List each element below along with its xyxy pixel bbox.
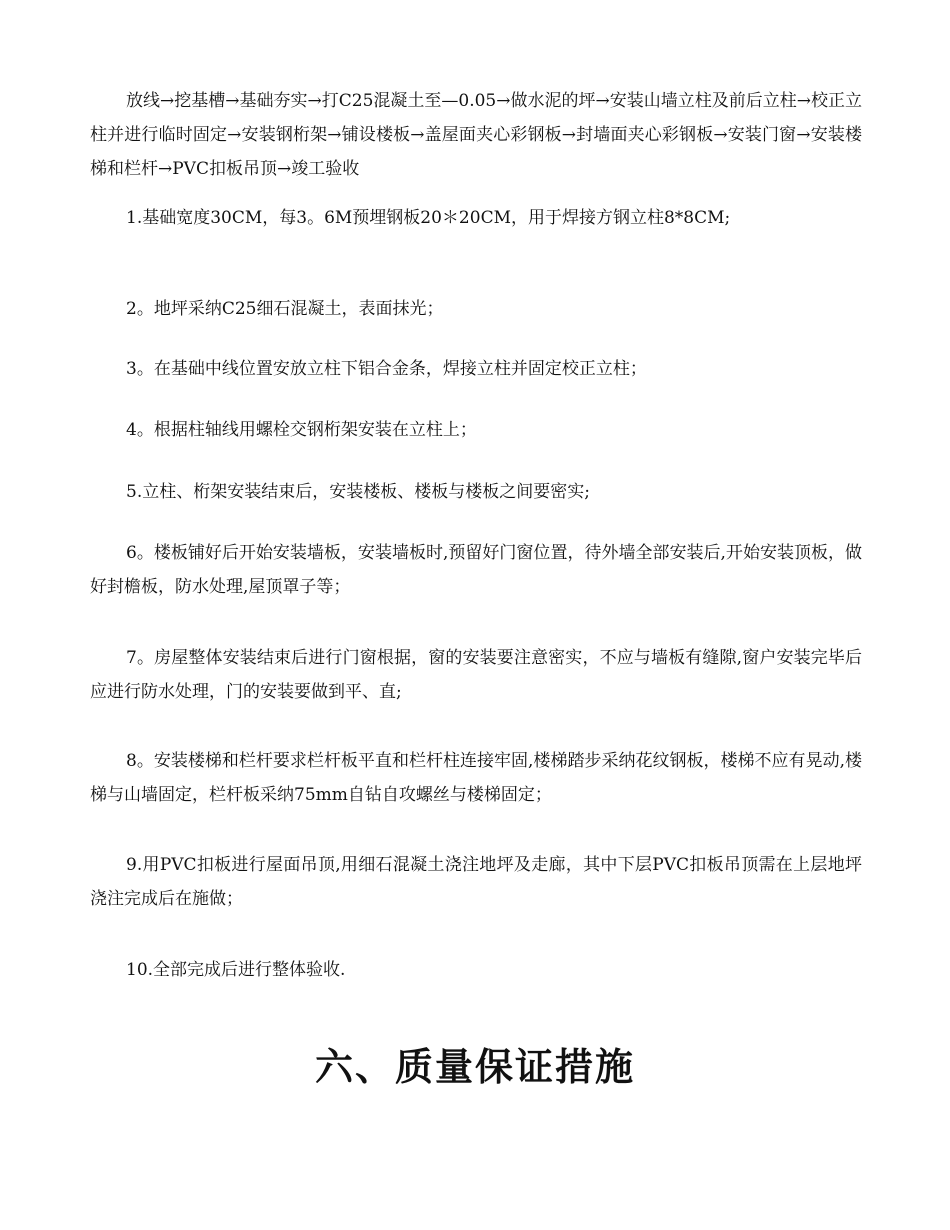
step-4-truss: 4。根据柱轴线用螺栓交钢桁架安装在立柱上； <box>126 420 477 440</box>
step-6-wall-panels: 6。楼板铺好后开始安装墙板，安装墙板时,预留好门窗位置，待外墙全部安装后,开始安装顶板，做好封檐板，防水处理,屋顶罩子等； <box>90 543 862 597</box>
step-8-stairs-railings: 8。安装楼梯和栏杆要求栏杆板平直和栏杆柱连接牢固,楼梯踏步采纳花纹钢板，楼梯不应有晃动,楼梯与山墙固定，栏杆板采纳75mm自钻自攻螺丝与楼梯固定； <box>90 751 862 805</box>
step-9-ceiling: 9.用PVC扣板进行屋面吊顶,用细石混凝土浇注地坪及走廊，其中下层PVC扣板吊顶需在上层地坪浇注完成后在施做； <box>90 855 862 909</box>
step-2-floor: 2。地坪采纳C25细石混凝土，表面抹光； <box>126 299 444 319</box>
step-10-acceptance: 10.全部完成后进行整体验收. <box>126 960 346 980</box>
section-heading: 六、质量保证措施 <box>314 1044 635 1089</box>
step-7-doors-windows: 7。房屋整体安装结束后进行门窗根据，窗的安装要注意密实，不应与墙板有缝隙,窗户安装完毕后应进行防水处理，门的安装要做到平、直; <box>90 648 862 702</box>
step-3-columns: 3。在基础中线位置安放立柱下铝合金条，焊接立柱并固定校正立柱； <box>126 359 647 379</box>
step-5-floor-slab: 5.立柱、桁架安装结束后，安装楼板、楼板与楼板之间要密实; <box>126 482 590 502</box>
step-1-foundation: 1.基础宽度30CM，每3。6M预埋钢板20＊20CM，用于焊接方钢立柱8*8CM; <box>126 208 731 228</box>
construction-process-flow: 放线→挖基槽→基础夯实→打C25混凝土至—0.05→做水泥的坪→安装山墙立柱及前后立柱→校正立柱并进行临时固定→安装钢桁架→铺设楼板→盖屋面夹心彩钢板→封墙面夹心彩钢板→安装门窗→安装楼梯和栏杆→PVC扣板吊顶→竣工验收 <box>90 91 862 179</box>
